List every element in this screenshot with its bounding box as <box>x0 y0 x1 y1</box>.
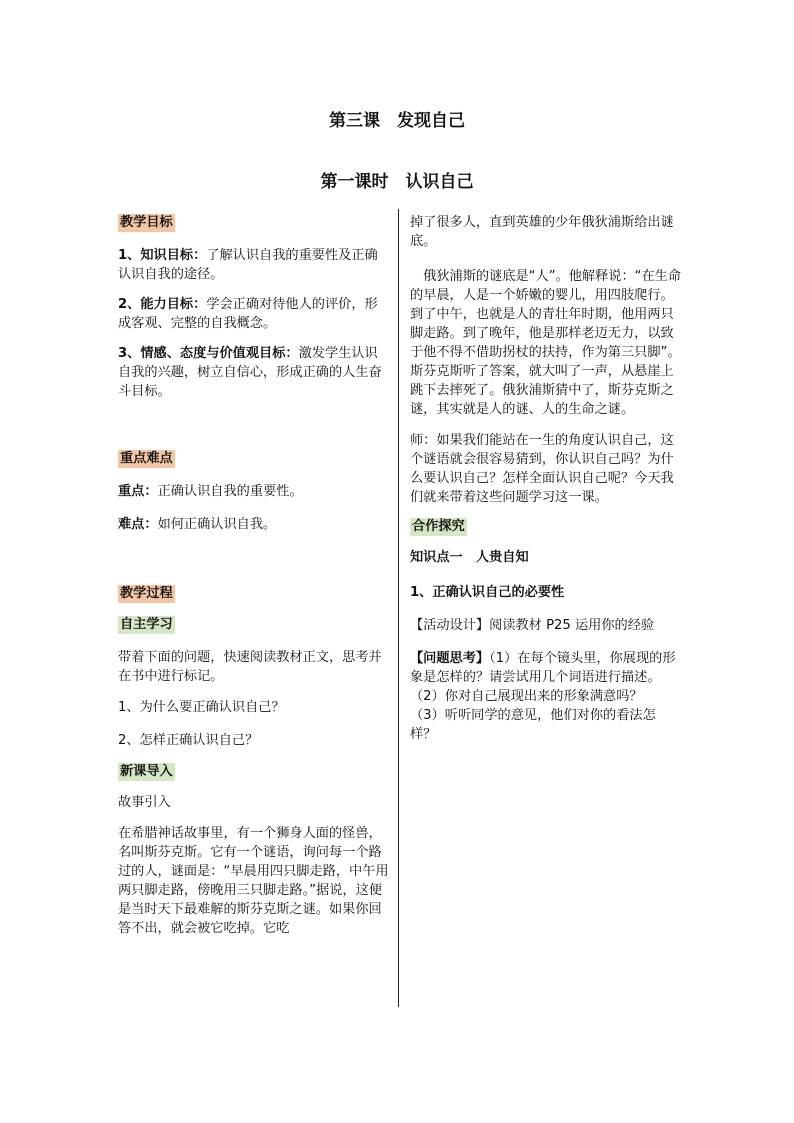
goal-emotion-label: 3、情感、态度与价值观目标： <box>118 346 299 361</box>
key-point-text: 正确认识自我的重要性。 <box>157 484 303 499</box>
question-thinking-q1: （1）在每个镜头里，你展现的形象是怎样的？请尝试用几个词语进行描述。 <box>410 651 676 685</box>
question-2: 2、怎样正确认识自己？ <box>118 733 259 748</box>
section-new-lesson-intro: 新课导入 <box>120 764 173 779</box>
lesson-subtitle: 第一课时 认识自己 <box>320 172 474 192</box>
goal-emotion <box>118 344 390 401</box>
goal-ability-text: 学会正确对待他人的评价，形成客观、完整的自我概念。 <box>118 297 378 331</box>
lesson-title: 第三课 发现自己 <box>329 111 465 131</box>
goal-ability-label: 2、能力目标： <box>118 297 207 312</box>
goal-knowledge <box>118 246 390 284</box>
key-point-label: 重点： <box>118 484 158 499</box>
goal-knowledge-text: 了解认识自我的重要性及正确认识自我的途径。 <box>118 248 378 282</box>
section-cooperative-inquiry: 合作探究 <box>412 519 465 534</box>
question-1: 1、为什么要正确认识自己？ <box>118 700 285 715</box>
activity-design-text: 阅读教材 P25 运用你的经验 <box>489 618 655 633</box>
riddle-answer-text: 俄狄浦斯的谜底是“人”。他解释说：“在生命的早晨，人是一个娇嫩的婴儿，用四肢爬行。到了中午，也就是人的青壮年时期，他用两只脚走路。到了晚年，他是那样老迈无力，以致于他不得不借助拐杖的扶持，作为第三只脚”。斯芬克斯听了答案，就大叫了一声，从悬崖上跳下去摔死了。俄狄浦斯猜中了，斯芬克斯之谜，其实就是人的谜、人的生命之谜。 <box>410 269 682 417</box>
story-text: 在希腊神话故事里，有一个狮身人面的怪兽，名叫斯芬克斯。它有一个谜语，询问每一个路过的人，谜面是：“早晨用四只脚走路，中午用两只脚走路，傍晚用三只脚走路。”据说，这便是当时天下最难解的斯芬克斯之谜。如果你回答不出，就会被它吃掉。它吃 <box>118 826 389 936</box>
goal-ability <box>118 295 390 333</box>
goal-knowledge-label: 1、知识目标： <box>118 248 207 263</box>
question-thinking-label: 【问题思考】 <box>410 651 490 666</box>
question-thinking-q3: （3）听听同学的意见，他们对你的看法怎样？ <box>410 708 656 742</box>
activity-design-label: 【活动设计】 <box>410 618 490 633</box>
story-continuation: 掉了很多人，直到英雄的少年俄狄浦斯给出谜底。 <box>410 215 674 249</box>
difficult-point-label: 难点： <box>118 517 158 532</box>
subsection-1-heading: 1、正确认识自己的必要性 <box>410 585 565 600</box>
question-thinking-q2: （2）你对自己展现出来的形象满意吗？ <box>410 689 643 704</box>
knowledge-point-1-heading: 知识点一 人贵自知 <box>410 550 529 565</box>
question-thinking <box>410 649 682 687</box>
right-column <box>410 213 682 744</box>
section-teaching-goals: 教学目标 <box>120 215 173 230</box>
section-self-study: 自主学习 <box>120 617 173 632</box>
story-label: 故事引入 <box>118 795 171 810</box>
key-point <box>118 482 390 501</box>
self-study-text: 带着下面的问题，快速阅读教材正文，思考并在书中进行标记。 <box>118 650 382 684</box>
section-teaching-process: 教学过程 <box>120 586 173 601</box>
section-key-points: 重点难点 <box>120 451 173 466</box>
left-column <box>118 213 390 938</box>
goal-emotion-text: 激发学生认识自我的兴趣，树立自信心，形成正确的人生奋斗目标。 <box>118 346 382 399</box>
activity-design <box>410 616 682 635</box>
difficult-point <box>118 515 390 534</box>
column-divider <box>398 209 399 1007</box>
difficult-point-text: 如何正确认识自我。 <box>157 517 277 532</box>
teacher-text: 师：如果我们能站在一生的角度认识自己，这个谜语就会很容易猜到，你认识自己吗？为什么要认识自己？怎样全面认识自己呢？今天我们就来带着这些问题学习这一课。 <box>410 433 674 505</box>
